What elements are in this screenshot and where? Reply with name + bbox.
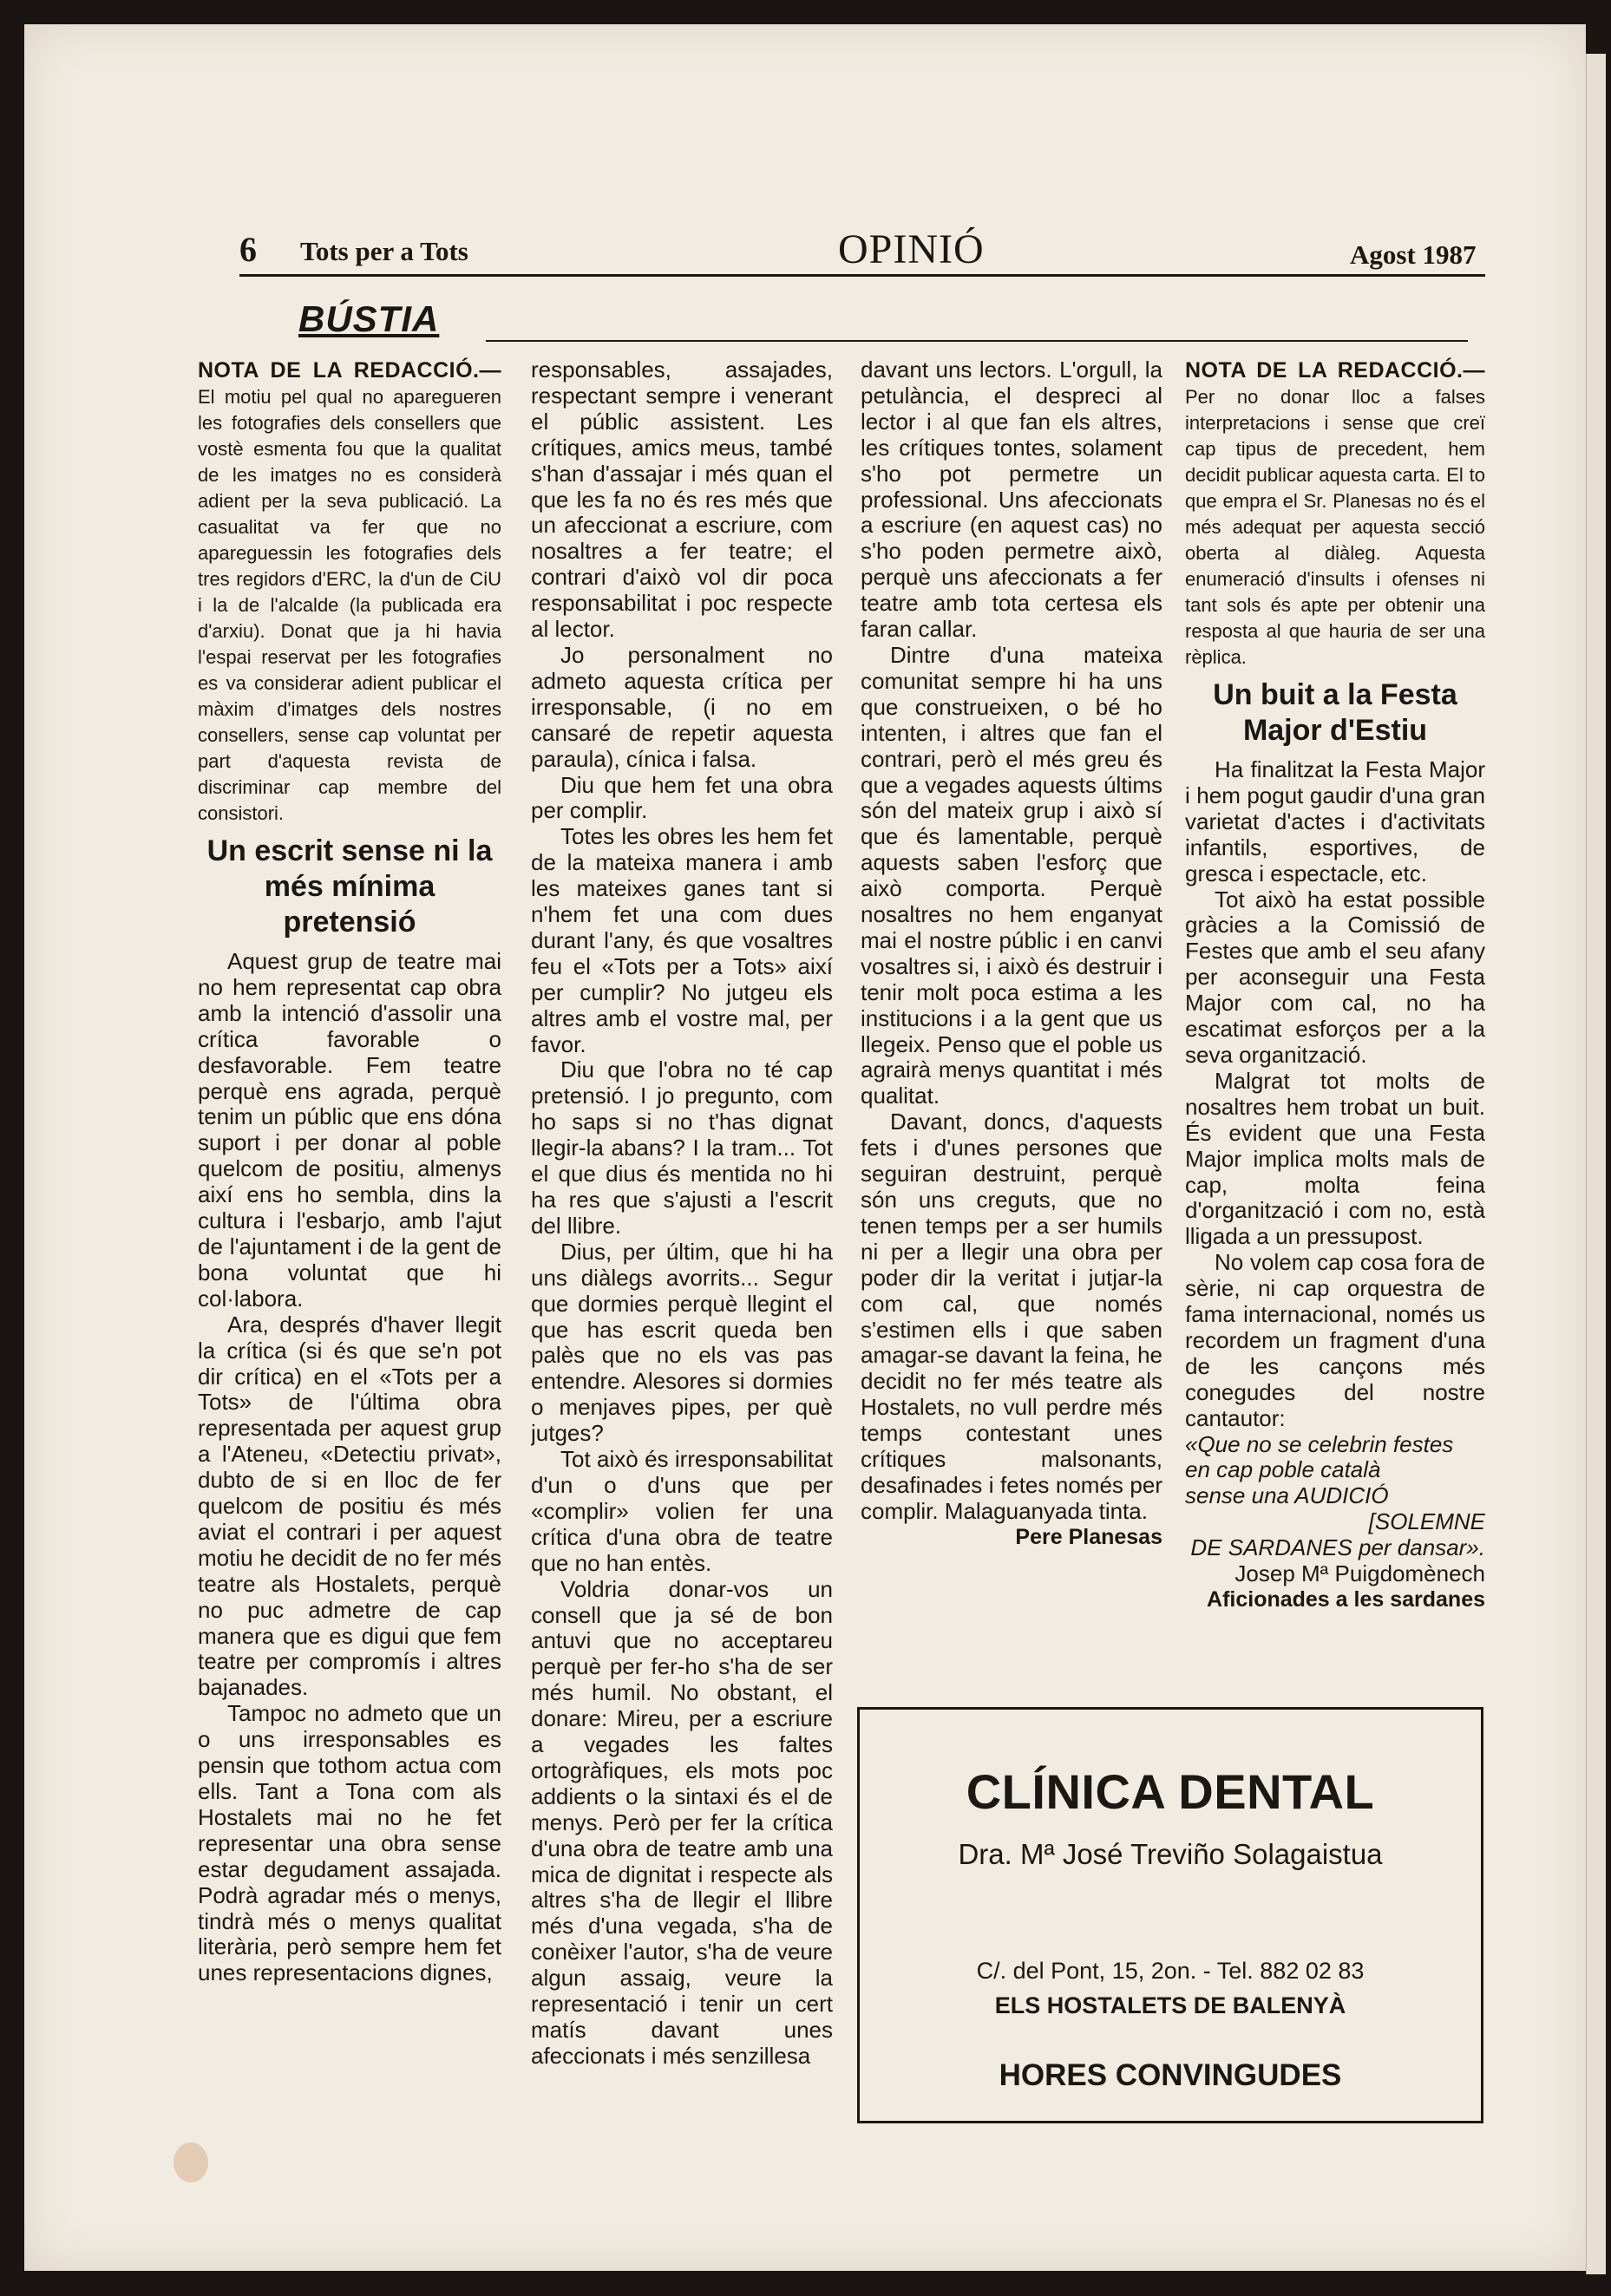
article-1-headline: Un escrit sense ni la més mínima pretensió	[206, 834, 493, 939]
ad-title: CLÍNICA DENTAL	[966, 1764, 1375, 1819]
song-quote-line: sense una AUDICIÓ	[1185, 1482, 1389, 1509]
article-1-paragraph: Diu que l'obra no té cap pretensió. I jo pregunto, com ho saps si no t'has dignat llegir-la abans? I la tram... Tot el que dius és mentida no hi ha res que s'ajusti a l'escrit del llibre.	[531, 1056, 833, 1239]
article-1-part-1	[198, 949, 501, 1986]
next-page-edge	[1586, 54, 1606, 2274]
article-1-paragraph: Jo personalment no admeto aquesta crítica per irresponsable, (i no em cansaré de repetir aquesta paraula), cínica i falsa.	[531, 641, 833, 772]
article-2-paragraph: Ha finalitzat la Festa Major i hem pogut gaudir d'una gran varietat d'actes i d'activitats infantils, esportives, de gresca i espectacle, etc.	[1185, 756, 1485, 886]
publication-name: Tots per a Tots	[300, 236, 468, 266]
article-1-paragraph: Aquest grup de teatre mai no hem representat cap obra amb la intenció d'assolir una crítica favorable o desfavorable. Fem teatre perquè ens agrada, perquè tenim un públic que ens dóna suport i per donar al poble quelcom de positiu, almenys així ens ho sembla, dins la cultura i l'esbarjo, amb l'ajut de l'ajuntament i de la gent de bona voluntat que hi col·labora.	[198, 948, 501, 1312]
editorial-note-1	[198, 357, 501, 827]
ad-town: ELS HOSTALETS DE BALENYÀ	[994, 1992, 1346, 2018]
article-1-paragraph: Tampoc no admeto que un o uns irresponsables es pensin que tothom actua com ells. Tant a Tona com als Hostalets mai no he fet representar una obra sense estar degudament assajada. Podrà agradar més o menys, tindrà més o menys qualitat literària, però sempre hem fet unes representacions dignes,	[198, 1700, 501, 1986]
column-3	[861, 357, 1162, 1667]
editorial-note-2	[1185, 357, 1485, 670]
editorial-note-1-text: El motiu pel qual no aparegueren les fotografies dels consellers que vostè esmenta fou que la qualitat de les imatges no es considerà adient per la seva publicació. La casualitat va fer que no apareguessin les fotografies dels tres regidors d'ERC, la d'un de CiU i la de l'alcalde (la publicada era d'arxiu). Donat que ja hi havia l'espai reservat per les fotografies es va considerar adient publicar el màxim d'imatges dels nostres consellers, sense cap voluntat per part d'aquesta revista de discriminar cap membre del consistori.	[198, 386, 501, 824]
article-1-paragraph: Ara, després d'haver llegit la crítica (si és que se'n pot dir crítica) en el «Tots per a Tots» de l'última obra representada per aquest grup a l'Ateneu, «Detectiu privat», dubto de si en lloc de fer quelcom de positiu és més aviat el contrari i per aquest motiu he decidit de no fer més teatre als Hostalets, perquè no puc admetre de cap manera que es digui que fem teatre per compromís i altres bajanades.	[198, 1311, 501, 1701]
scan-background-corner	[1586, 24, 1605, 54]
article-1-author: Pere Planesas	[1015, 1524, 1162, 1549]
column-1	[198, 357, 501, 2127]
editorial-note-2-lead: NOTA DE LA REDACCIÓ.—	[1185, 358, 1485, 383]
article-1-part-3	[861, 357, 1162, 1551]
article-1-paragraph: Tot això és irresponsabilitat d'un o d'uns que per «complir» volien fer una crítica d'una obra de teatre que no han entès.	[531, 1446, 833, 1576]
song-quote-line: [SOLEMNE	[1368, 1508, 1485, 1535]
article-1-paragraph: Davant, doncs, d'aquests fets i d'unes persones que seguiran destruint, perquè són uns creguts, que no tenen temps per a ser humils ni per a llegir una obra per poder dir la veritat i jutjar-la com cal, que només s'estimen ells i que saben amagar-se davant la feina, he decidit no fer més teatre als Hostalets, no vull perdre més temps contestant unes crítiques malsonants, desafinades i fetes només per complir. Malaguanyada tinta.	[861, 1109, 1162, 1524]
section-title: OPINIÓ	[838, 226, 985, 272]
column-title: BÚSTIA	[298, 298, 440, 339]
paper-stain	[174, 2142, 208, 2182]
page-number: 6	[239, 230, 257, 269]
article-1-paragraph: davant uns lectors. L'orgull, la petulància, el despreci al lector i al que fan els altres, les crítiques tontes, solament s'ho pot permetre un professional. Uns afeccionats a escriure (en aquest cas) no s'ho poden permetre això, perquè uns afeccionats a fer teatre amb tota certesa els faran callar.	[861, 357, 1162, 643]
ad-address: C/. del Pont, 15, 2on. - Tel. 882 02 83	[976, 1958, 1365, 1984]
article-2-paragraph: Tot això ha estat possible gràcies a la Comissió de Festes que amb el seu afany per aconseguir una Festa Major com cal, no ha escatimat esforços per a la seva organització.	[1185, 886, 1485, 1068]
issue-date: Agost 1987	[1350, 239, 1477, 270]
article-2-author-group: Aficionades a les sardanes	[1207, 1587, 1485, 1612]
header-rule	[239, 274, 1485, 277]
dental-clinic-ad	[857, 1707, 1483, 2123]
song-quote-line: en cap poble català	[1185, 1456, 1381, 1483]
article-1-paragraph: Totes les obres les hem fet de la mateixa manera i amb les mateixes ganes tant si n'hem fet una com dues durant l'any, és que vosaltres feu el «Tots per a Tots» així per cumplir? No jutgeu els altres amb el vostre mal, per favor.	[531, 823, 833, 1057]
article-1-paragraph: Dintre d'una mateixa comunitat sempre hi ha uns que construeixen, o bé ho intenten, i altres que fan el contrari, però el més greu és que a vegades aquests últims són del mateix grup i això sí que és lamentable, perquè aquests saben l'esforç que això comporta. Perquè nosaltres no hem enganyat mai el nostre públic i en canvi vosaltres si, i això és destruir i tenir molt poca estima a les institucions i a la gent que us llegeix. Penso que el poble us agrairà menys quantitat i més qualitat.	[861, 641, 1162, 1109]
article-1-part-2	[531, 357, 833, 2070]
ad-hours: HORES CONVINGUDES	[999, 2058, 1342, 2092]
column-2	[531, 357, 833, 2127]
column-title-rule	[486, 340, 1468, 342]
article-1-paragraph: Diu que hem fet una obra per complir.	[531, 771, 833, 824]
song-quote-line: «Que no se celebrin festes	[1185, 1430, 1454, 1457]
article-2-headline: Un buit a la Festa Major d'Estiu	[1213, 678, 1457, 747]
ad-doctor-name: Dra. Mª José Treviño Solagaistua	[958, 1838, 1383, 1870]
article-2-author: Josep Mª Puigdomènech	[1234, 1560, 1485, 1587]
article-1-paragraph: Dius, per últim, que hi ha uns diàlegs avorrits... Segur que dormies perquè llegint el que has escrit queda ben palès que no els vas pas entendre. Alesores si dormies o menjaves pipes, per què jutges?	[531, 1238, 833, 1447]
editorial-note-1-lead: NOTA DE LA REDACCIÓ.—	[198, 358, 501, 383]
song-quote-line: DE SARDANES per dansar».	[1190, 1534, 1485, 1561]
editorial-note-2-text: Per no donar lloc a falses interpretacions i sense que creï cap tipus de precedent, hem decidit publicar aquesta carta. El to que empra el Sr. Planesas no és el més adequat per aquesta secció oberta al diàleg. Aquesta enumeració d'insults i ofenses ni tant sols és apte per obtenir una resposta al que hauria de ser una rèplica.	[1185, 386, 1485, 668]
article-1-paragraph: Voldria donar-vos un consell que ja sé de bon antuvi que no acceptareu perquè per fer-ho s'ha de ser més humil. No obstant, el donare: Mireu, per a escriure a vegades les faltes ortogràfiques, els mots poc addients o la sintaxi és el de menys. Però per fer la crítica d'una obra de teatre amb una mica de dignitat i respecte als altres s'ha de llegir el llibre més d'una vegada, s'ha de conèixer l'autor, s'ha de veure algun assaig, veure la representació i tenir un cert matís davant unes afeccionats i més senzillesa	[531, 1575, 833, 2069]
article-1-paragraph: responsables, assajades, respectant sempre i venerant el públic assistent. Les crítiques, amics meus, també s'han d'assajar i més quan el que les fa no és res més que un afeccionat a escriure, com nosaltres a fer teatre; el contrari d'això vol dir poca responsabilitat i poc respecte al lector.	[531, 357, 833, 643]
column-4	[1185, 357, 1485, 1693]
article-2-body	[1185, 757, 1485, 1613]
article-2-paragraph: No volem cap cosa fora de sèrie, ni cap orquestra de fama internacional, només us recordem un fragment d'una de les cançons més conegudes del nostre cantautor:	[1185, 1249, 1485, 1431]
article-2-paragraph: Malgrat tot molts de nosaltres hem trobat un buit. És evident que una Festa Major implica molts mals de cap, molta feina d'organització i com no, està lligada a un pressupost.	[1185, 1067, 1485, 1250]
